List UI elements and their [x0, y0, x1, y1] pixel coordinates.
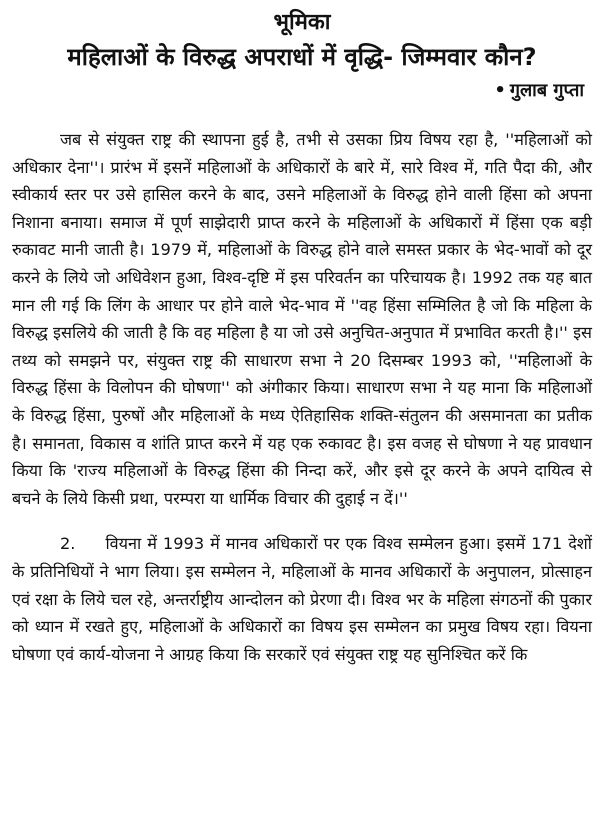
- author-line: [12, 78, 584, 104]
- paragraph-1: जब से संयुक्त राष्ट्र की स्थापना हुई है, तभी से उसका प्रिय विषय रहा है, ''महिलाओं को अधिकार देना''। प्रारंभ में इसनें महिलाओं के अधिकारों के बारे में, सारे विश्व में, गति पैदा की, और स्वीकार्य स्तर पर उसे हासिल करने के बाद, उसने महिलाओं के विरुद्ध होने वाली हिंसा को अपना निशाना बनाया। समाज में पूर्ण साझेदारी प्राप्त करने के महिलाओं के अधिकारों में हिंसा एक बड़ी रुकावट मानी जाती है। 1979 में, महिलाओं के विरुद्ध होने वाले समस्त प्रकार के भेद-भावों को दूर करने के लिये जो अधिवेशन हुआ, विश्व-दृष्टि में इस परिवर्तन का परिचायक है। 1992 तक यह बात मान ली गई कि लिंग के आधार पर होने वाले भेद-भाव में ''वह हिंसा सम्मिलित है जो कि महिला के विरुद्ध इसलिये की जाती है कि वह महिला है या जो उसे अनुचित-अनुपात में प्रभावित करती है।'' इस तथ्य को समझने पर, संयुक्त राष्ट्र की साधारण सभा ने 20 दिसम्बर 1993 को, ''महिलाओं के विरुद्ध हिंसा के विलोपन की घोषणा'' को अंगीकार किया। साधारण सभा ने यह माना कि महिलाओं के विरुद्ध हिंसा, पुरुषों और महिलाओं के मध्य ऐतिहासिक शक्ति-संतुलन की असमानता का प्रतीक है। समानता, विकास व शांति प्राप्त करने में यह एक रुकावट है। इस वजह से घोषणा ने यह प्रावधान किया कि 'राज्य महिलाओं के विरुद्ध हिंसा की निन्दा करें, और इसे दूर करने के अपने दायित्व से बचने के लिये किसी प्रथा, परम्परा या धार्मिक विचार की दुहाई न दें।'': [12, 130, 592, 508]
- article-title: महिलाओं के विरुद्ध अपराधों में वृद्धि- जिम्मवार कौन?: [67, 43, 537, 71]
- document-page: [0, 8, 600, 823]
- author-name: गुलाब गुप्ता: [509, 80, 584, 101]
- bullet-icon: •: [494, 80, 506, 101]
- paragraph-2-text: वियना में 1993 में मानव अधिकारों पर एक विश्व सम्मेलन हुआ। इसमें 171 देशों के प्रतिनिधियों ने भाग लिया। इस सम्मेलन ने, महिलाओं के मानव अधिकारों के अनुपालन, प्रोत्साहन एवं रक्षा के लिये चल रहे, अन्तर्राष्ट्रीय आन्दोलन को प्रेरणा दी। विश्व भर के महिला संगठनों की पुकार को ध्यान में रखते हुए, महिलाओं के अधिकारों का विषय इस सम्मेलन का प्रमुख विषय रहा। वियना घोषणा एवं कार्य-योजना ने आग्रह किया कि सरकारें एवं संयुक्त राष्ट्र यह सुनिश्चित करें कि: [12, 534, 592, 664]
- paragraph-2: [12, 530, 592, 668]
- paragraph-number: 2.: [60, 534, 76, 554]
- section-heading: भूमिका: [273, 10, 331, 35]
